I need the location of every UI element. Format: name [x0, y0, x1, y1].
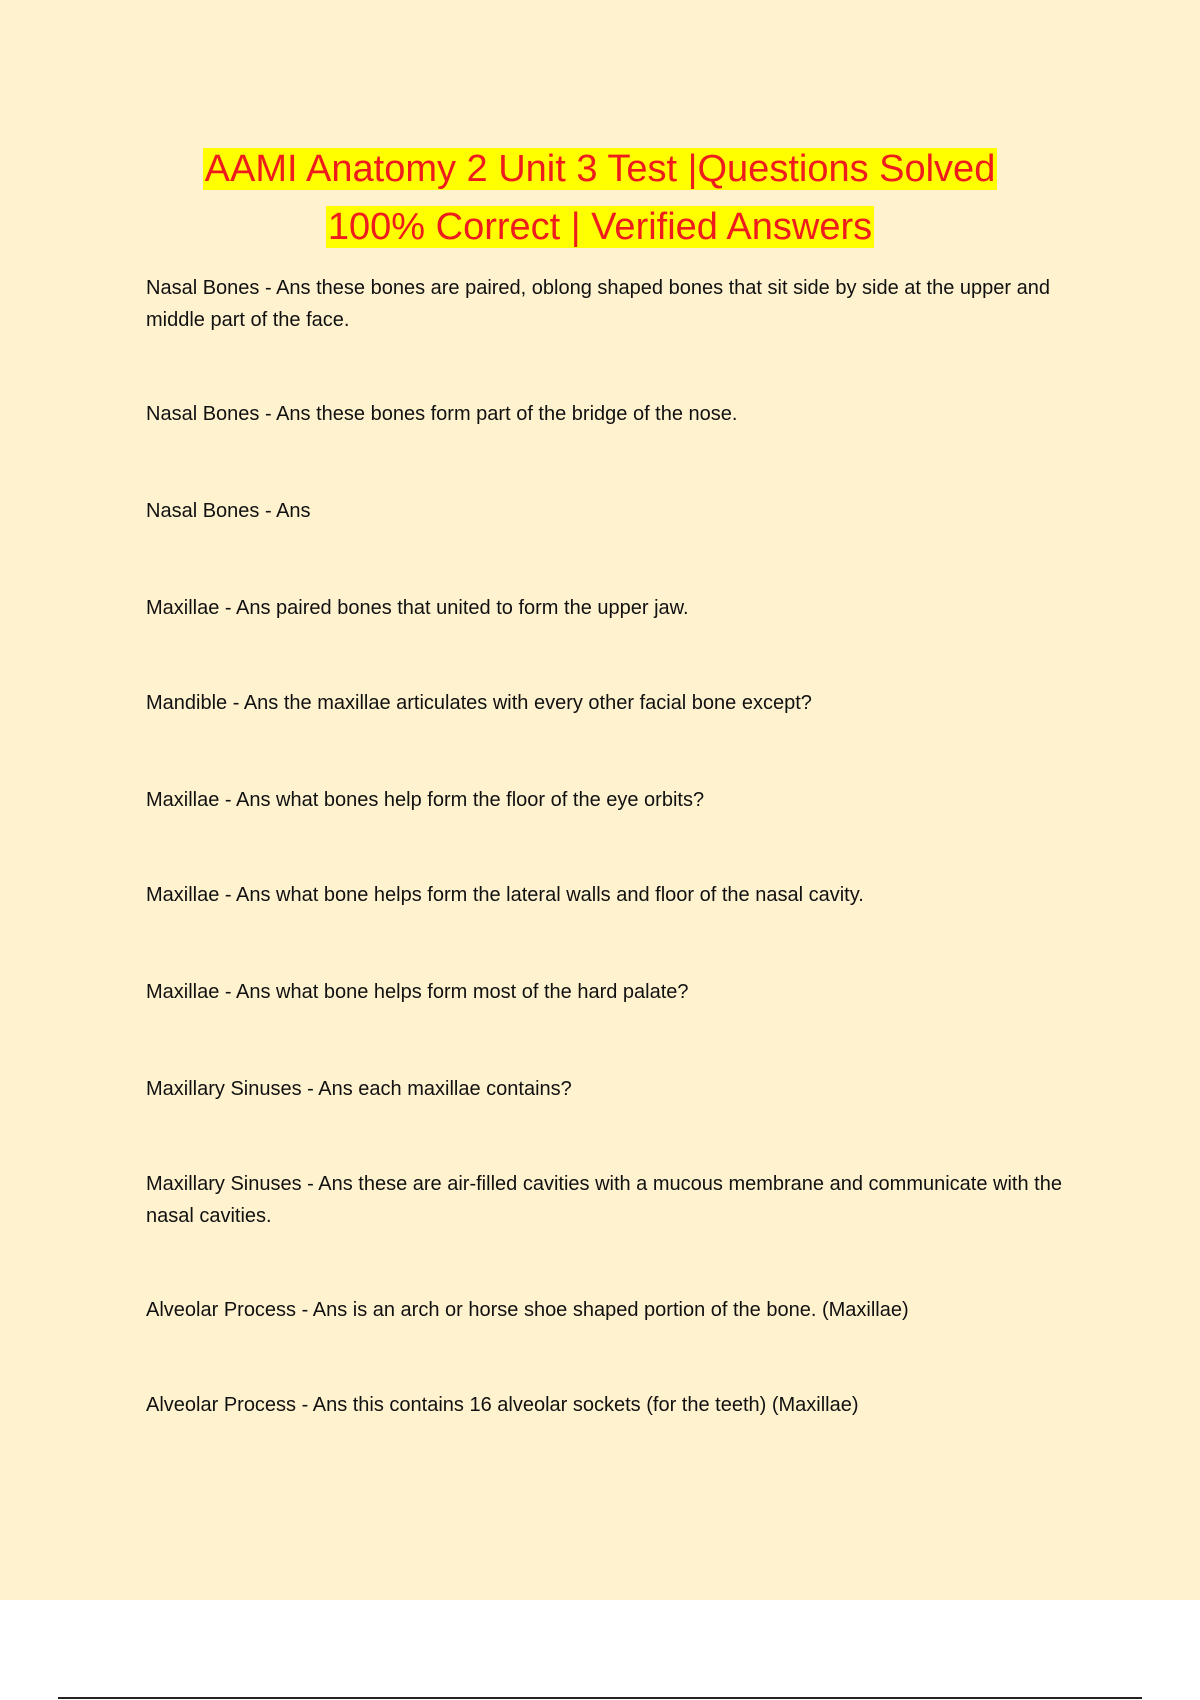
qa-item: Nasal Bones - Ans these bones form part of the bridge of the nose. — [146, 403, 738, 425]
qa-item: Maxillae - Ans paired bones that united to form the upper jaw. — [146, 597, 689, 619]
qa-list — [0, 272, 1200, 1421]
footer-rule — [58, 1697, 1142, 1699]
qa-item: Maxillae - Ans what bones help form the floor of the eye orbits? — [146, 789, 705, 811]
title-line-1: AAMI Anatomy 2 Unit 3 Test |Questions Solved — [204, 148, 996, 190]
qa-item: Maxillary Sinuses - Ans these are air-filled cavities with a mucous membrane and communicate with the nasal cavities. — [146, 1173, 1062, 1227]
qa-item: Nasal Bones - Ans these bones are paired, oblong shaped bones that sit side by side at the upper and middle part of the face. — [146, 277, 1050, 331]
qa-item: Nasal Bones - Ans — [146, 500, 311, 522]
qa-item: Maxillary Sinuses - Ans each maxillae contains? — [146, 1078, 572, 1100]
qa-item: Alveolar Process - Ans is an arch or horse shoe shaped portion of the bone. (Maxillae) — [146, 1299, 909, 1321]
qa-item: Alveolar Process - Ans this contains 16 alveolar sockets (for the teeth) (Maxillae) — [146, 1394, 859, 1416]
qa-item: Maxillae - Ans what bone helps form most of the hard palate? — [146, 981, 689, 1003]
document-title — [100, 140, 1100, 256]
title-line-2: 100% Correct | Verified Answers — [327, 206, 873, 248]
qa-item: Maxillae - Ans what bone helps form the lateral walls and floor of the nasal cavity. — [146, 884, 864, 906]
qa-item: Mandible - Ans the maxillae articulates with every other facial bone except? — [146, 692, 812, 714]
